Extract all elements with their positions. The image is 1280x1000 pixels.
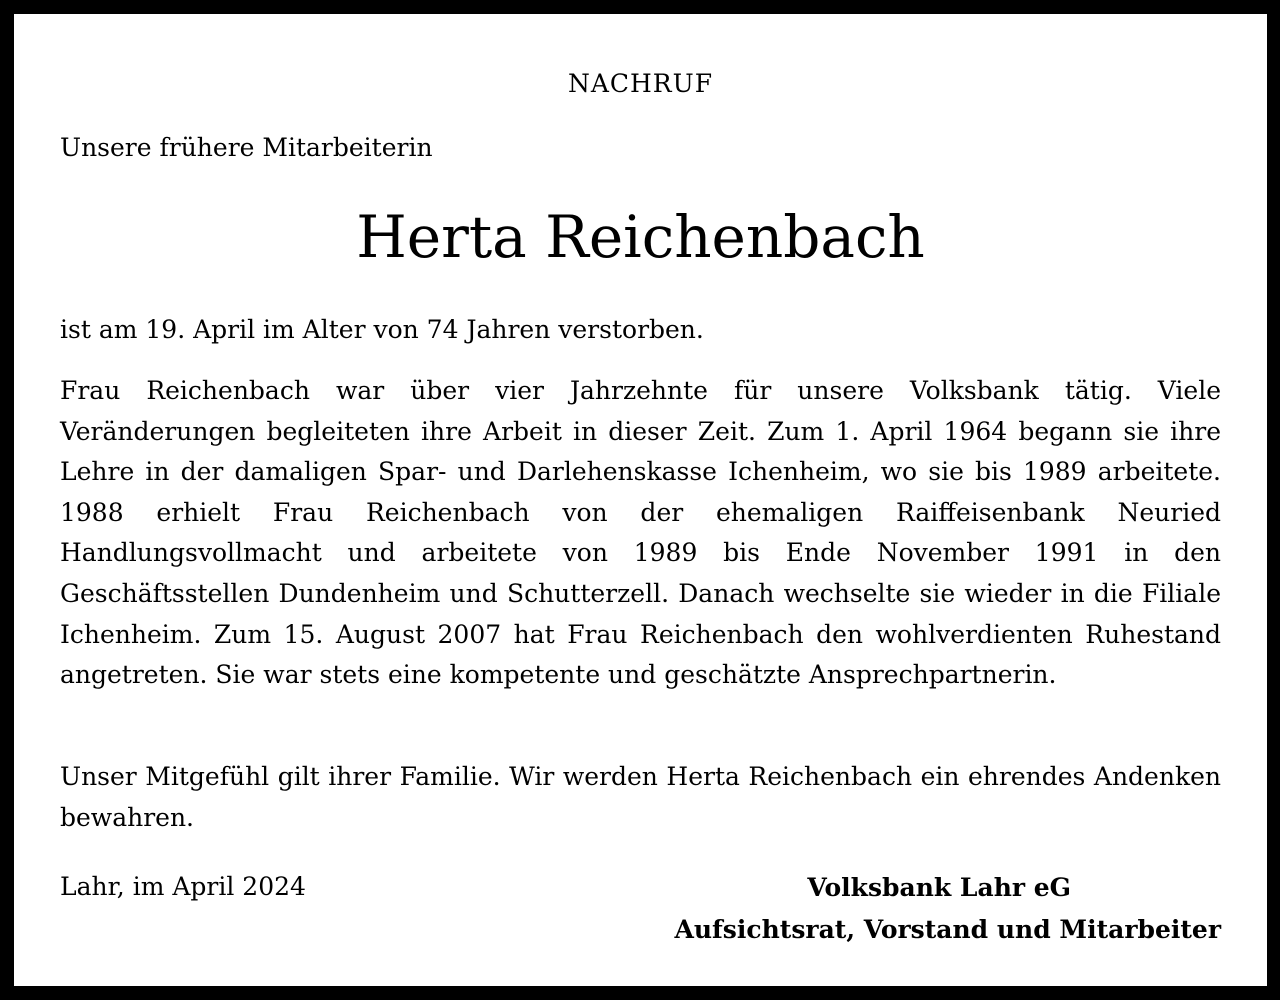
intro-line: Unsere frühere Mitarbeiterin: [60, 133, 433, 162]
death-statement: ist am 19. April im Alter von 74 Jahren verstorben.: [60, 315, 704, 344]
deceased-name: Herta Reichenbach: [356, 203, 925, 271]
place-and-date: Lahr, im April 2024: [60, 872, 306, 901]
signature-organization: Volksbank Lahr eG: [807, 873, 1071, 902]
career-paragraph: Frau Reichenbach war über vier Jahrzehnte für unsere Volksbank tätig. Viele Veränderungen begleiteten ihre Arbeit in dieser Zeit. Zum 1. April 1964 begann sie ihre Lehre in der damaligen Spar- und Darlehenskasse Ichenheim, wo sie bis 1989 arbeitete. 1988 erhielt Frau Reichenbach von der ehemaligen Raiffeisenbank Neuried Handlungsvollmacht und arbeitete von 1989 bis Ende November 1991 in den Geschäftsstellen Dundenheim und Schutterzell. Danach wechselte sie wieder in die Filiale Ichenheim. Zum 15. August 2007 hat Frau Reichenbach den wohlverdienten Ruhestand angetreten. Sie war stets eine kompetente und geschätzte Ansprechpartnerin.: [60, 376, 1221, 690]
notice-heading: NACHRUF: [567, 69, 714, 98]
obituary-notice: [14, 14, 1267, 986]
condolence-paragraph: Unser Mitgefühl gilt ihrer Familie. Wir werden Herta Reichenbach ein ehrendes Andenken bewahren.: [60, 762, 1221, 832]
signature-block: [621, 867, 1221, 951]
signature-subtitle: Aufsichtsrat, Vorstand und Mitarbeiter: [674, 915, 1221, 944]
